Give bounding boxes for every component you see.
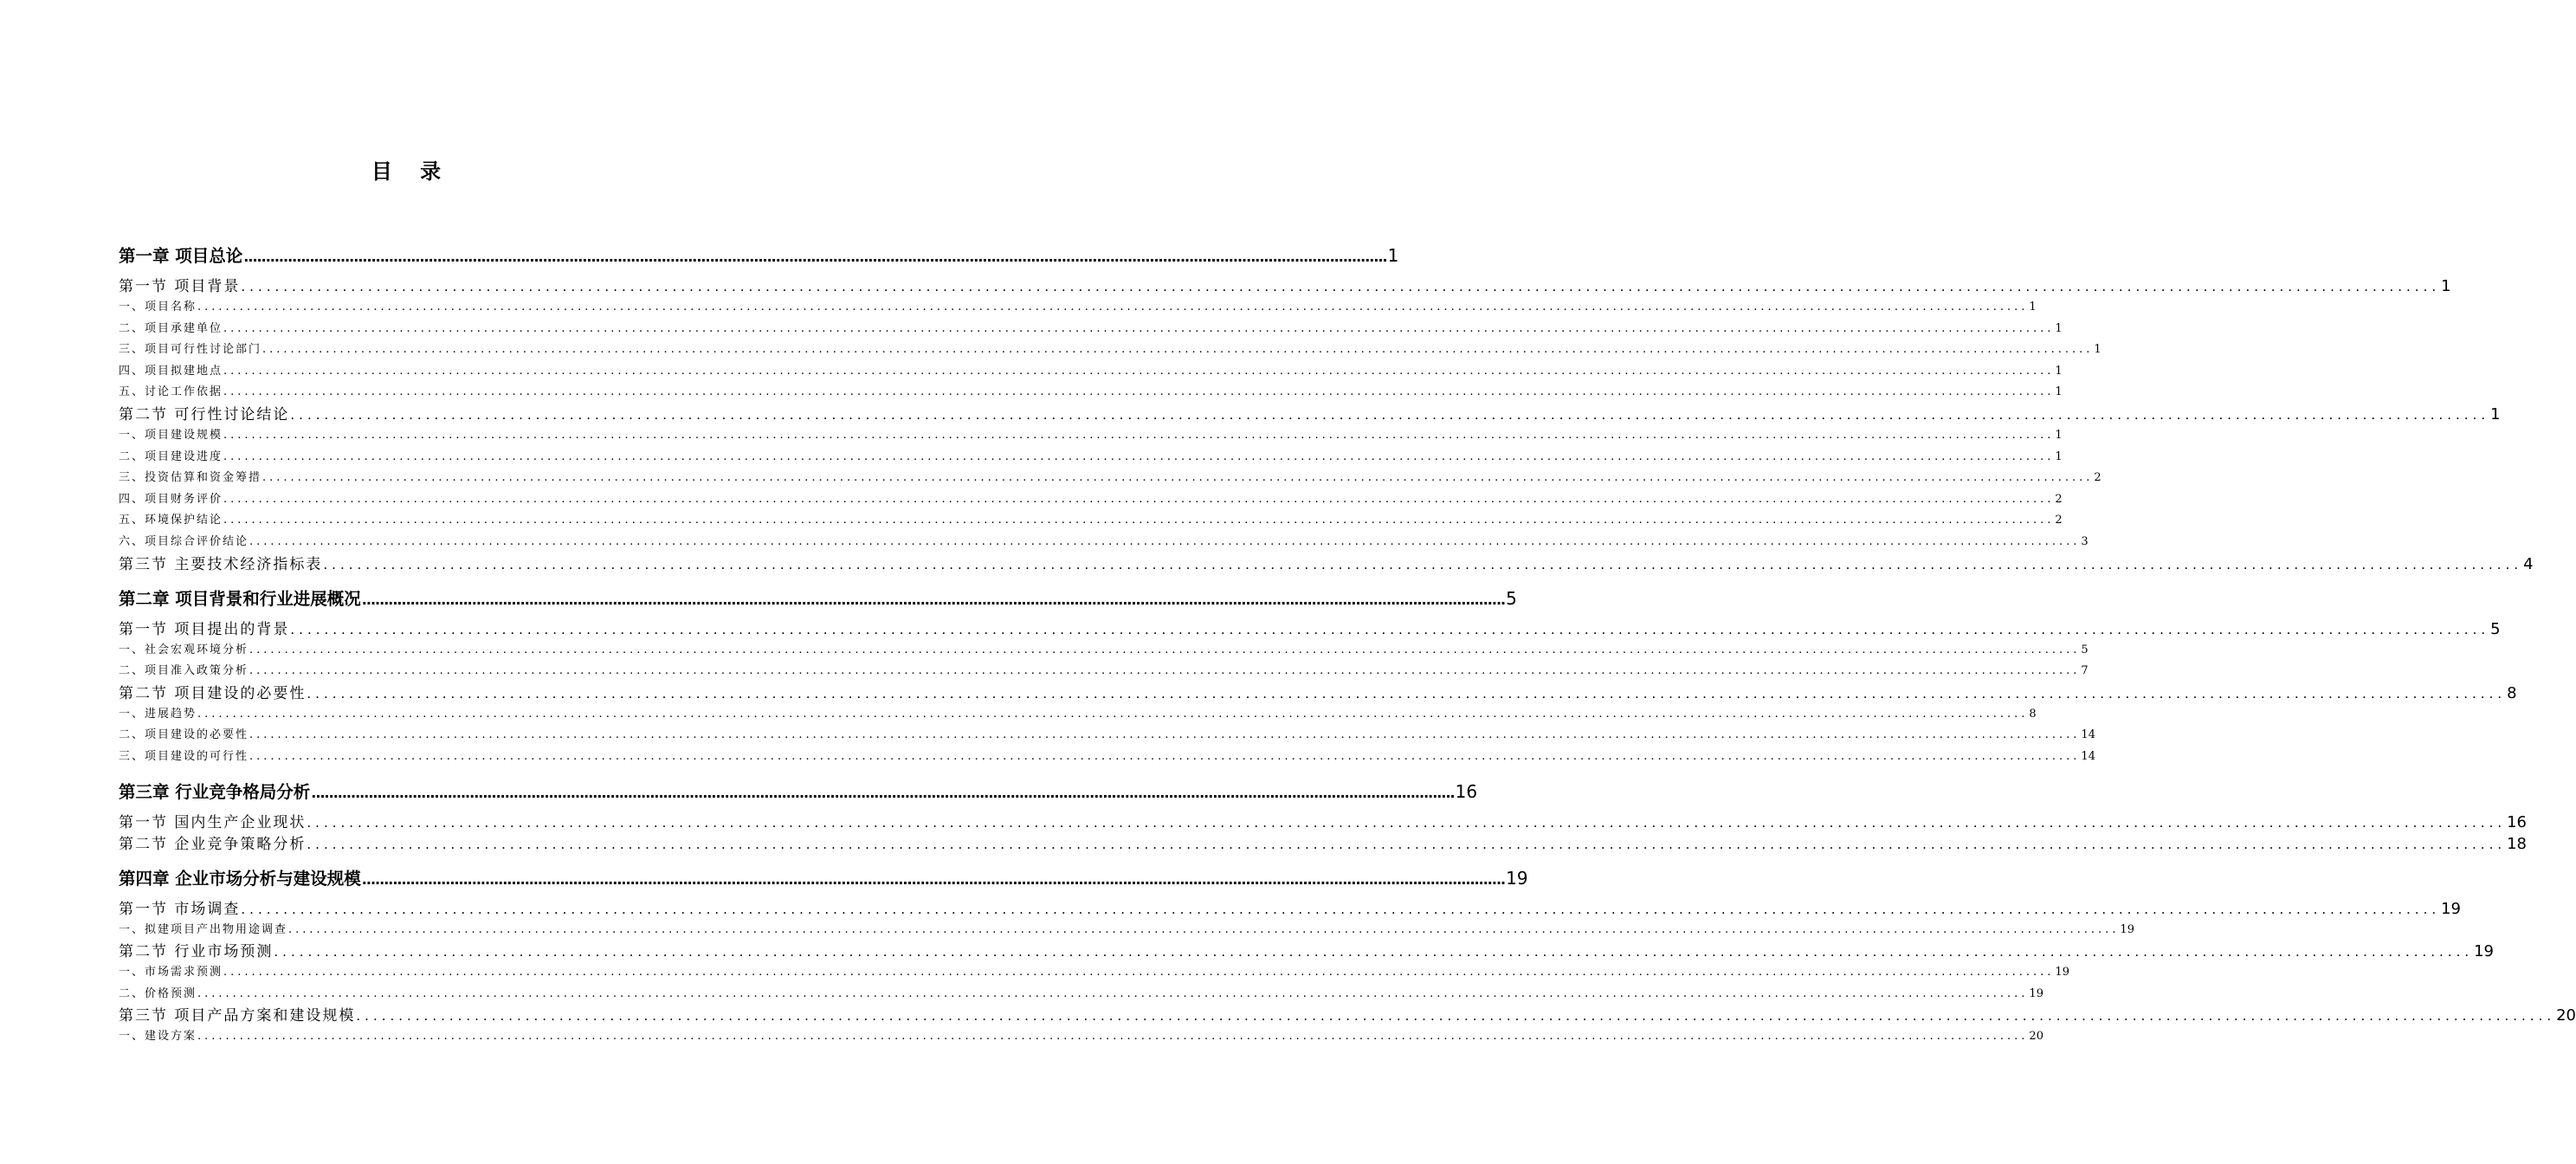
dot-leader: ....................................................................................................................................................................................................................................................................: [249, 534, 2081, 548]
toc-entry-label: 一、建设方案: [119, 1030, 197, 1044]
toc-entry-label: 第一节 国内生产企业现状: [119, 813, 307, 831]
dot-leader: ....................................................................................................................................................................................................................................................................: [197, 986, 2029, 1000]
dot-leader: ....................................................................................................................................................................................................................................................................: [323, 556, 2523, 572]
toc-entry-label: 第三节 主要技术经济指标表: [119, 555, 323, 573]
dot-leader: ....................................................................................................................................................................................................................................................................: [241, 901, 2441, 917]
dot-leader: ....................................................................................................................................................................................................................................................................: [241, 279, 2441, 294]
toc-item-entry[interactable]: [119, 468, 2101, 489]
toc-entry-page-number: 2: [2055, 514, 2063, 527]
dot-leader: ....................................................................................................................................................................................................................................................................: [288, 922, 2120, 936]
toc-item-entry[interactable]: [119, 704, 2037, 726]
toc-entry-label: 五、环境保护结论: [119, 514, 223, 527]
dot-leader: ....................................................................................................................................................................................................................................................................: [243, 249, 1387, 265]
toc-entry-page-number: 1: [2441, 277, 2451, 295]
toc-entry-label: 第一章 项目总论: [119, 246, 243, 266]
toc-item-entry[interactable]: [119, 532, 2089, 553]
toc-entry-page-number: 14: [2081, 728, 2095, 742]
toc-section-entry[interactable]: [119, 404, 2501, 425]
toc-item-entry[interactable]: [119, 297, 2037, 319]
toc-entry-page-number: 19: [1506, 867, 1528, 889]
dot-leader: ....................................................................................................................................................................................................................................................................: [311, 784, 1455, 801]
toc-entry-label: 第三章 行业竞争格局分析: [119, 781, 311, 802]
toc-entry-label: 二、项目准入政策分析: [119, 664, 249, 678]
toc-item-entry[interactable]: [119, 489, 2063, 511]
toc-entry-page-number: 1: [2055, 428, 2063, 442]
toc-entry-label: 一、进展趋势: [119, 707, 197, 721]
toc-chapter-entry[interactable]: [119, 867, 1528, 889]
dot-leader: ....................................................................................................................................................................................................................................................................: [262, 343, 2094, 357]
toc-entry-label: 一、项目名称: [119, 301, 197, 314]
toc-entry-label: 三、项目可行性讨论部门: [119, 343, 262, 357]
toc-item-entry[interactable]: [119, 340, 2101, 361]
toc-section-entry[interactable]: [119, 618, 2501, 640]
toc-item-entry[interactable]: [119, 984, 2043, 1006]
dot-leader: ....................................................................................................................................................................................................................................................................: [307, 685, 2507, 702]
toc-entry-page-number: 19: [2441, 899, 2462, 918]
toc-entry-label: 第一节 市场调查: [119, 900, 241, 918]
toc-section-entry[interactable]: [119, 682, 2517, 704]
toc-section-entry[interactable]: [119, 275, 2451, 297]
toc-entry-label: 第四章 企业市场分析与建设规模: [119, 868, 361, 889]
toc-entry-page-number: 4: [2523, 554, 2534, 573]
toc-entry-label: 一、拟建项目产出物用途调查: [119, 922, 288, 936]
toc-entry-page-number: 5: [1506, 587, 1517, 609]
toc-item-entry[interactable]: [119, 425, 2063, 447]
toc-item-entry[interactable]: [119, 319, 2063, 340]
toc-entry-page-number: 2: [2055, 492, 2063, 506]
toc-entry-label: 一、社会宏观环境分析: [119, 643, 249, 656]
toc-item-entry[interactable]: [119, 747, 2095, 768]
toc-entry-page-number: 5: [2081, 643, 2089, 656]
toc-entry-page-number: 19: [2474, 942, 2495, 961]
toc-entry-page-number: 5: [2490, 619, 2501, 638]
toc-entry-label: 二、价格预测: [119, 986, 197, 1000]
toc-item-entry[interactable]: [119, 382, 2063, 404]
toc-section-entry[interactable]: [119, 812, 2528, 833]
toc-section-entry[interactable]: [119, 898, 2462, 920]
toc-item-entry[interactable]: [119, 962, 2069, 984]
toc-entry-label: 四、项目财务评价: [119, 492, 223, 506]
toc-entry-page-number: 2: [2094, 471, 2101, 485]
toc-entry-page-number: 20: [2029, 1030, 2043, 1044]
toc-entry-page-number: 20: [2556, 1006, 2576, 1025]
dot-leader: ....................................................................................................................................................................................................................................................................: [356, 1008, 2556, 1025]
dot-leader: ....................................................................................................................................................................................................................................................................: [307, 836, 2507, 852]
dot-leader: ....................................................................................................................................................................................................................................................................: [223, 385, 2055, 399]
toc-section-entry[interactable]: [119, 941, 2495, 962]
toc-entry-label: 第一节 项目背景: [119, 278, 241, 295]
toc-entry-label: 三、项目建设的可行性: [119, 749, 249, 763]
toc-item-entry[interactable]: [119, 661, 2089, 682]
dot-leader: ....................................................................................................................................................................................................................................................................: [249, 749, 2081, 763]
toc-entry-page-number: 16: [2507, 812, 2528, 831]
toc-entry-page-number: 1: [2490, 404, 2501, 424]
toc-entry-page-number: 1: [2055, 364, 2063, 378]
toc-chapter-entry[interactable]: [119, 244, 1399, 267]
toc-chapter-entry[interactable]: [119, 780, 1478, 803]
dot-leader: ....................................................................................................................................................................................................................................................................: [262, 471, 2094, 485]
toc-entry-page-number: 14: [2081, 749, 2095, 763]
page-title: 目 录: [371, 159, 452, 184]
toc-item-entry[interactable]: [119, 1026, 2043, 1048]
toc-section-entry[interactable]: [119, 553, 2534, 575]
toc-entry-page-number: 7: [2081, 664, 2089, 678]
table-of-contents: [119, 244, 2576, 1048]
toc-item-entry[interactable]: [119, 447, 2063, 469]
dot-leader: ....................................................................................................................................................................................................................................................................: [361, 870, 1506, 888]
dot-leader: ....................................................................................................................................................................................................................................................................: [223, 492, 2055, 506]
toc-entry-label: 第一节 项目提出的背景: [119, 620, 290, 638]
toc-entry-page-number: 1: [2055, 385, 2063, 399]
toc-item-entry[interactable]: [119, 510, 2063, 532]
toc-entry-label: 第二节 项目建设的必要性: [119, 684, 307, 702]
toc-entry-page-number: 16: [1455, 780, 1478, 802]
toc-entry-page-number: 1: [2094, 343, 2101, 357]
dot-leader: ....................................................................................................................................................................................................................................................................: [223, 514, 2055, 527]
toc-section-entry[interactable]: [119, 1005, 2576, 1026]
toc-entry-page-number: 1: [2029, 301, 2037, 314]
toc-section-entry[interactable]: [119, 833, 2528, 855]
dot-leader: ....................................................................................................................................................................................................................................................................: [223, 449, 2055, 463]
dot-leader: ....................................................................................................................................................................................................................................................................: [249, 664, 2081, 678]
toc-chapter-entry[interactable]: [119, 587, 1517, 610]
toc-entry-page-number: 1: [2055, 321, 2063, 335]
toc-entry-label: 第二节 企业竞争策略分析: [119, 835, 307, 853]
dot-leader: ....................................................................................................................................................................................................................................................................: [223, 428, 2055, 442]
toc-entry-label: 第三节 项目产品方案和建设规模: [119, 1007, 356, 1025]
toc-entry-label: 六、项目综合评价结论: [119, 534, 249, 548]
toc-entry-page-number: 8: [2507, 683, 2517, 702]
toc-entry-label: 二、项目建设的必要性: [119, 728, 249, 742]
toc-entry-page-number: 8: [2029, 707, 2037, 721]
toc-entry-label: 四、项目拟建地点: [119, 364, 223, 378]
dot-leader: ....................................................................................................................................................................................................................................................................: [249, 728, 2081, 742]
dot-leader: ....................................................................................................................................................................................................................................................................: [361, 591, 1506, 608]
toc-entry-label: 第二章 项目背景和行业进展概况: [119, 588, 361, 609]
dot-leader: ....................................................................................................................................................................................................................................................................: [249, 643, 2081, 656]
dot-leader: ....................................................................................................................................................................................................................................................................: [197, 707, 2029, 721]
toc-entry-label: 一、项目建设规模: [119, 428, 223, 442]
dot-leader: ....................................................................................................................................................................................................................................................................: [223, 321, 2055, 335]
toc-entry-label: 一、市场需求预测: [119, 966, 223, 980]
toc-entry-page-number: 3: [2081, 534, 2089, 548]
dot-leader: ....................................................................................................................................................................................................................................................................: [223, 364, 2055, 378]
toc-entry-label: 二、项目建设进度: [119, 449, 223, 463]
toc-entry-page-number: 19: [2120, 922, 2134, 936]
toc-entry-page-number: 19: [2055, 966, 2069, 980]
toc-entry-label: 第二节 可行性讨论结论: [119, 405, 290, 424]
toc-entry-label: 三、投资估算和资金筹措: [119, 471, 262, 485]
toc-item-entry[interactable]: [119, 725, 2095, 747]
toc-item-entry[interactable]: [119, 920, 2134, 941]
dot-leader: ....................................................................................................................................................................................................................................................................: [290, 406, 2490, 423]
toc-item-entry[interactable]: [119, 640, 2089, 662]
toc-entry-page-number: 1: [2055, 449, 2063, 463]
toc-entry-label: 二、项目承建单位: [119, 321, 223, 335]
dot-leader: ....................................................................................................................................................................................................................................................................: [197, 1030, 2029, 1044]
dot-leader: ....................................................................................................................................................................................................................................................................: [197, 301, 2029, 314]
dot-leader: ....................................................................................................................................................................................................................................................................: [274, 944, 2474, 960]
toc-entry-page-number: 1: [1387, 245, 1399, 266]
toc-entry-label: 五、讨论工作依据: [119, 385, 223, 399]
dot-leader: ....................................................................................................................................................................................................................................................................: [307, 814, 2507, 831]
toc-entry-label: 第二节 行业市场预测: [119, 943, 274, 961]
toc-item-entry[interactable]: [119, 361, 2063, 383]
dot-leader: ....................................................................................................................................................................................................................................................................: [223, 966, 2055, 980]
toc-entry-page-number: 18: [2507, 834, 2528, 853]
dot-leader: ....................................................................................................................................................................................................................................................................: [290, 621, 2490, 637]
toc-entry-page-number: 19: [2029, 986, 2043, 1000]
